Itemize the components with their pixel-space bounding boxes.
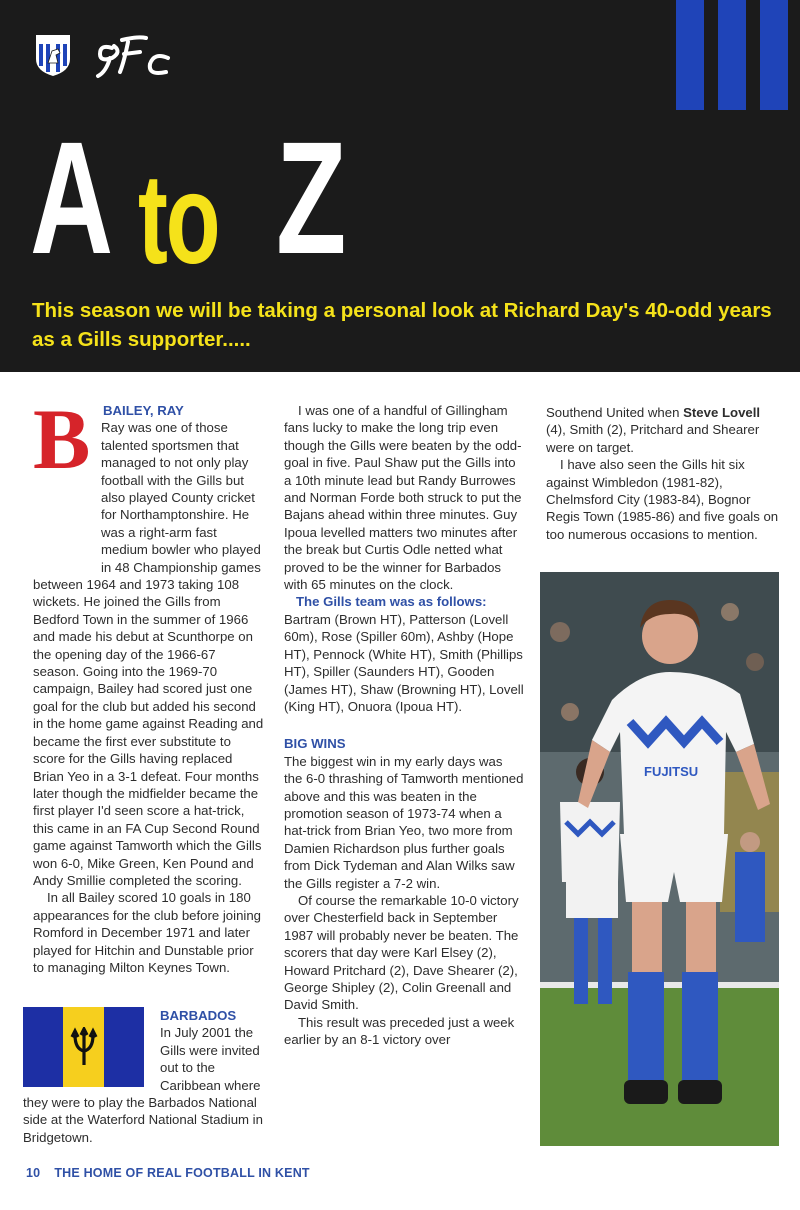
page-subtitle: This season we will be taking a personal look at Richard Day's 40-odd years as a Gills supporter..... <box>32 299 772 351</box>
player-name: Steve Lovell <box>683 405 761 420</box>
gfc-monogram-icon <box>94 32 174 82</box>
team-list: Bartram (Brown HT), Patterson (Lovell 60m), Rose (Spiller 60m), Ashby (Hope HT), Pennock (White HT), Smith (Phillips HT), Spiller (Saunders HT), Gooden (James HT), Shaw (Browning HT), Lovell (King HT), Onuora (Ipoua HT). <box>284 611 524 714</box>
footer-tagline: THE HOME OF REAL FOOTBALL IN KENT <box>54 1166 310 1180</box>
lovell-paragraph: Southend United when Steve Lovell (4), Smith (2), Pritchard and Shearer were on target. <box>546 405 761 455</box>
decorative-stripe <box>676 0 704 110</box>
title-letter-a: A <box>30 108 112 287</box>
footballer-photo <box>540 572 779 1146</box>
column-3 <box>546 404 782 543</box>
six-goals-paragraph: I have also seen the Gills hit six against Wimbledon (1981-82), Chelmsford City (1983-84), Bognor Regis Town (1985-86) and five goals on too numerous occasions to mention. <box>546 457 779 542</box>
section-heading-barbados: BARBADOS <box>160 1008 237 1023</box>
big-wins-paragraph-3: This result was preceded just a week earlier by an 8-1 victory over <box>284 1014 515 1048</box>
title-word-to: to <box>138 148 219 291</box>
big-wins-paragraph-1: The biggest win in my early days was the 6-0 thrashing of Tamworth mentioned above and this was beaten in the promotion season of 1973-74 when a hat-trick from Brian Yeo, two more from Damien Richardson plus further goals from Dick Tydeman and Alan Wilks saw the Gills register a 7-2 win. <box>284 753 524 891</box>
barbados-paragraph-2: I was one of a handful of Gillingham fans lucky to make the long trip even though the Gills were beaten by the odd-goal in five. Paul Shaw put the Gills into a 10th minute lead but Randy Burrowes and Norman Forde both struck to put the Bajans ahead within three minutes. Guy Ipoua levelled matters two minutes after the break but Curtis Odle netted what proved to be the winner for Barbados with 65 minutes on the clock. <box>284 403 522 593</box>
gillingham-crest-icon <box>34 33 72 77</box>
header-banner <box>0 0 800 372</box>
decorative-stripe <box>718 0 746 110</box>
player-photo <box>540 572 779 1146</box>
page-number: 10 <box>26 1166 41 1180</box>
team-heading: The Gills team was as follows: <box>296 594 487 610</box>
shirt-sponsor: FUJITSU <box>644 764 699 779</box>
barbados-paragraph-1: In July 2001 the Gills were invited out to the Caribbean where they were to play the Barbados National side at the Waterford National Stadium in Bridgetown. <box>23 1025 263 1145</box>
decorative-stripe <box>760 0 788 110</box>
barbados-section <box>23 1007 265 1146</box>
drop-cap: B <box>33 391 91 487</box>
bailey-paragraph-2: In all Bailey scored 10 goals in 180 appearances for the club before joining Romford in December 1971 and later played for Hitchin and Dunstable prior to managing Milton Keynes Town. <box>33 890 262 975</box>
big-wins-paragraph-2: Of course the remarkable 10-0 victory over Chesterfield back in September 1987 will probably never be beaten. The scorers that day were Karl Elsey (2), Howard Pritchard (2), Dave Shearer (2), George Shipley (2), Colin Greenall and David Smith. <box>284 892 519 1013</box>
section-heading-big-wins: BIG WINS <box>284 736 346 752</box>
column-1 <box>33 391 265 976</box>
page-footer <box>26 1166 310 1180</box>
title-letter-z: Z <box>276 108 347 287</box>
column-2 <box>284 402 524 1049</box>
bailey-paragraph-1: Ray was one of those talented sportsmen that managed to not only play football with the Gills but also played County cricket for Northamptonshire. He was a right-arm fast medium bowler who played in 48 Championship games between 1964 and 1973 taking 108 wickets. He joined the Gills from Bedford Town in the summer of 1966 and made his debut at Scunthorpe on the opening day of the 1966-67 season. Going into the 1969-70 campaign, Bailey had scored just one goal for the club but added his second in the home game against Reading and became the first ever substitute to score for the Gills having replaced Brian Yeo in a 3-1 defeat. Four months later though the midfielder became the first player I'd seen score a hat-trick, this came in an FA Cup Second Round game against Tamworth which the Gills won 6-0, Mike Green, Ken Pound and Andy Smillie completed the scoring. <box>33 420 264 888</box>
section-heading-bailey: BAILEY, RAY <box>103 403 184 418</box>
